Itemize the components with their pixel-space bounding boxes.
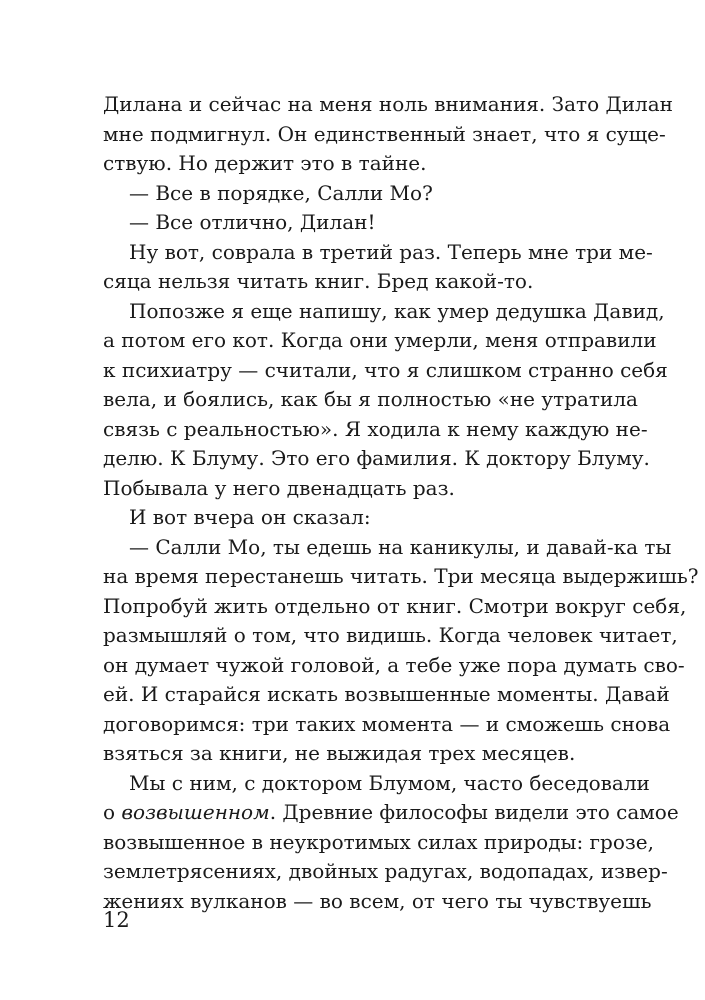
text-line: Попозже я еще напишу, как умер дедушка Давид, [129, 298, 665, 323]
text-line: Дилана и сейчас на меня ноль внимания. Зато Дилан [103, 92, 674, 116]
text-line: а потом его кот. Когда они умерли, меня отправили [103, 328, 657, 352]
text-line: к психиатру — считали, что я слишком странно себя [103, 357, 668, 382]
text-line: — Салли Мо, ты едешь на каникулы, и давай-ка ты [129, 534, 672, 559]
text-line: связь с реальностью». Я ходила к нему каждую не- [103, 416, 648, 441]
text-line: ствую. Но держит это в тайне. [103, 151, 427, 175]
text-line: он думает чужой головой, а тебе уже пора думать сво- [103, 652, 685, 677]
text-line: договоримся: три таких момента — и сможешь снова [103, 711, 671, 736]
text-line: размышляй о том, что видишь. Когда человек читает, [103, 623, 678, 647]
italic-term: возвышенном [121, 800, 270, 824]
text-line: мне подмигнул. Он единственный знает, что я суще- [103, 121, 666, 146]
page-number: 12 [103, 908, 130, 932]
text-line: сяца нельзя читать книг. Бред какой-то. [103, 269, 534, 293]
text-line: вела, и боялись, как бы я полностью «не утратила [103, 387, 638, 411]
body-text [103, 90, 699, 916]
text-line: Попробуй жить отдельно от книг. Смотри вокруг себя, [103, 593, 687, 618]
text-line: — Все отлично, Дилан! [129, 210, 376, 234]
text-fragment: о [103, 800, 116, 824]
text-line: ей. И старайся искать возвышенные моменты. Давай [103, 682, 670, 706]
text-line: землетрясениях, двойных радугах, водопадах, извер- [103, 859, 668, 883]
text-line [103, 798, 679, 828]
text-line: возвышенное в неукротимых силах природы: грозе, [103, 829, 654, 854]
text-line: — Все в порядке, Салли Мо? [129, 180, 433, 205]
text-line: на время перестанешь читать. Три месяца выдержишь? [103, 564, 699, 588]
text-line: Мы с ним, с доктором Блумом, часто беседовали [129, 770, 650, 795]
text-line: делю. К Блуму. Это его фамилия. К доктору Блуму. [103, 446, 650, 470]
text-line: Ну вот, соврала в третий раз. Теперь мне три ме- [129, 239, 653, 264]
text-line: взяться за книги, не выжидая трех месяцев. [103, 741, 576, 765]
text-line: Побывала у него двенадцать раз. [103, 475, 455, 500]
text-line: жениях вулканов — во всем, от чего ты чувствуешь [103, 888, 652, 913]
text-fragment: . Древние философы видели это самое [269, 800, 679, 824]
text-line: И вот вчера он сказал: [129, 505, 371, 529]
